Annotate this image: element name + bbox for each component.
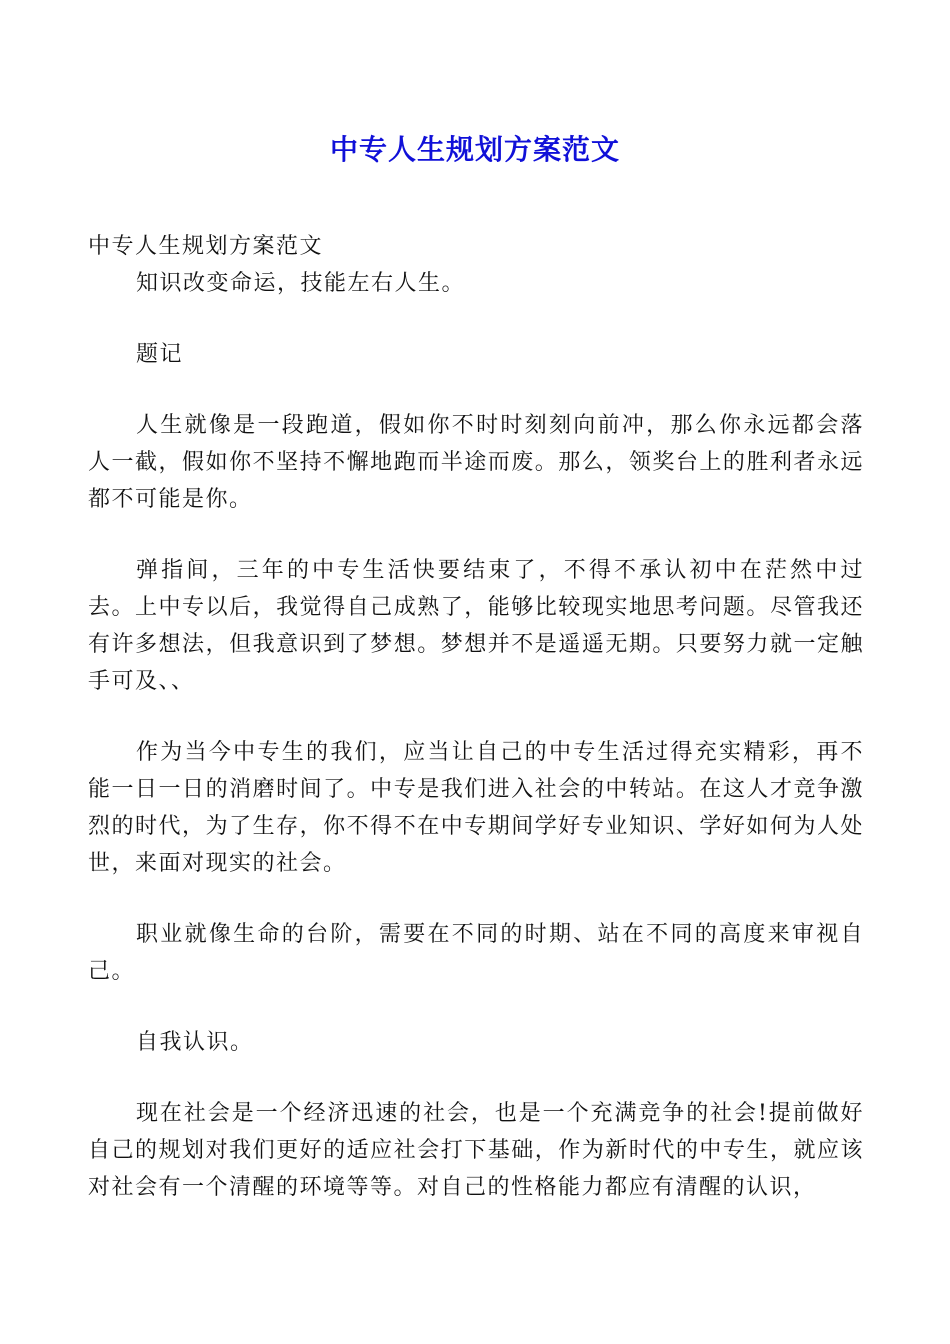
paragraph-three-years: 弹指间，三年的中专生活快要结束了，不得不承认初中在茫然中过去。上中专以后，我觉得自己成熟了，能够比较现实地思考问题。尽管我还有许多想法，但我意识到了梦想。梦想并不是遥遥无期。只要努力就一定触手可及、、 — [88, 558, 864, 694]
document-title: 中专人生规划方案范文 — [329, 133, 620, 166]
paragraph-student-life: 作为当今中专生的我们，应当让自己的中专生活过得充实精彩，再不能一日一日的消磨时间了。中专是我们进入社会的中转站。在这人才竞争激烈的时代，为了生存，你不得不在中专期间学好专业知识、学好如何为人处世，来面对现实的社会。 — [88, 740, 864, 876]
paragraph-epigraph-label: 题记 — [136, 342, 184, 367]
document-body — [88, 228, 864, 1206]
paragraph-society: 现在社会是一个经济迅速的社会，也是一个充满竞争的社会!提前做好自己的规划对我们更好的适应社会打下基础，作为新时代的中专生，就应该对社会有一个清醒的环境等等。对自己的性格能力都应有清醒的认识， — [88, 1101, 864, 1200]
paragraph-race-metaphor: 人生就像是一段跑道，假如你不时时刻刻向前冲，那么你永远都会落人一截，假如你不坚持不懈地跑而半途而废。那么，领奖台上的胜利者永远都不可能是你。 — [88, 413, 864, 512]
paragraph-career-steps: 职业就像生命的台阶，需要在不同的时期、站在不同的高度来审视自己。 — [88, 922, 864, 984]
paragraph-motto: 知识改变命运，技能左右人生。 — [136, 271, 466, 296]
document-subtitle: 中专人生规划方案范文 — [88, 234, 324, 259]
paragraph-self-awareness-heading: 自我认识。 — [136, 1030, 254, 1055]
